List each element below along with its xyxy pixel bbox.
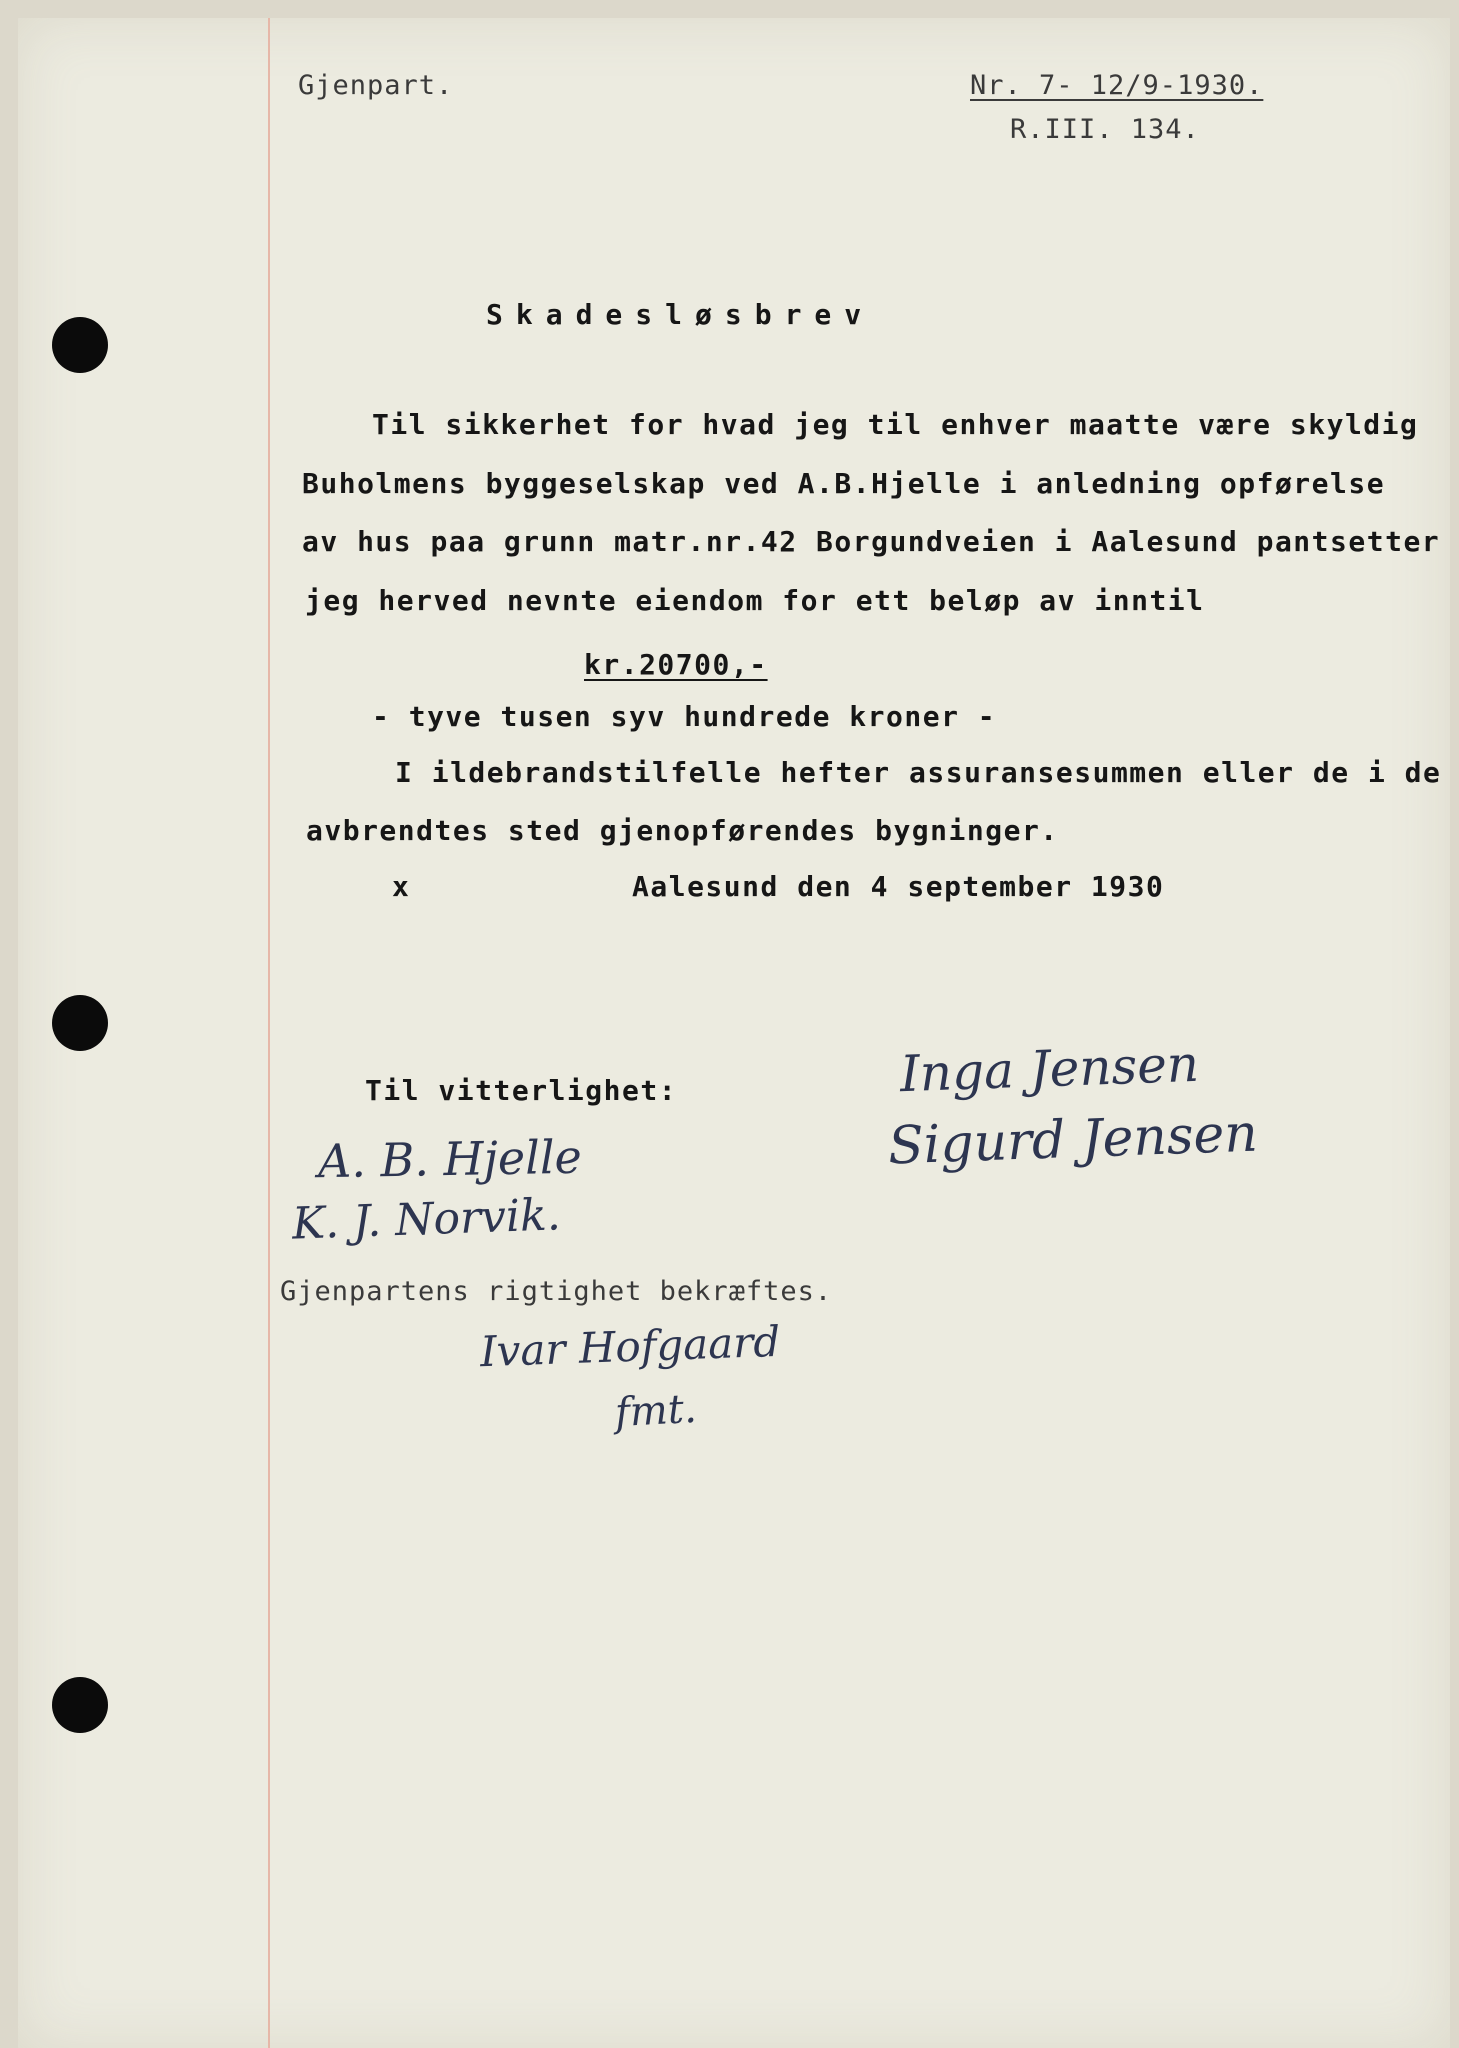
punch-hole	[52, 317, 108, 373]
punch-hole	[52, 1677, 108, 1733]
paragraph-line: av hus paa grunn matr.nr.42 Borgundveien i Aalesund pantsetter	[302, 525, 1441, 558]
place-and-date: Aalesund den 4 september 1930	[632, 870, 1165, 903]
signature-witness-2: K. J. Norvik.	[291, 1189, 562, 1250]
certification-text: Gjenpartens rigtighet bekræftes.	[280, 1276, 833, 1307]
witness-label: Til vitterlighet:	[365, 1074, 678, 1107]
amount: kr.20700,-	[584, 648, 768, 681]
paragraph-line: Til sikkerhet for hvad jeg til enhver maatte være skyldig	[372, 408, 1419, 441]
margin-line	[268, 18, 270, 2048]
signature-signer-2: Sigurd Jensen	[887, 1103, 1259, 1177]
fire-clause-line: I ildebrandstilfelle hefter assuransesummen eller de i de	[395, 756, 1442, 789]
signature-certifier: Ivar Hofgaard	[479, 1316, 781, 1377]
signature-signer-1: Inga Jensen	[899, 1034, 1200, 1104]
paragraph-line: Buholmens byggeselskap ved A.B.Hjelle i anledning opførelse	[302, 467, 1386, 500]
paragraph-line: jeg herved nevnte eiendom for ett beløp av inntil	[305, 584, 1205, 617]
document-title: Skadesløsbrev	[486, 298, 875, 331]
signature-certifier-suffix: fmt.	[613, 1385, 698, 1437]
punch-hole	[52, 995, 108, 1051]
typed-mark: x	[392, 870, 411, 903]
signature-witness-1: A. B. Hjelle	[317, 1129, 583, 1189]
reference-number: Nr. 7- 12/9-1930.	[970, 70, 1264, 101]
register-reference: R.III. 134.	[1010, 114, 1200, 145]
amount-words: - tyve tusen syv hundrede kroner -	[372, 700, 997, 733]
fire-clause-line: avbrendtes sted gjenopførendes bygninger.	[306, 814, 1059, 847]
copy-label: Gjenpart.	[298, 70, 454, 101]
